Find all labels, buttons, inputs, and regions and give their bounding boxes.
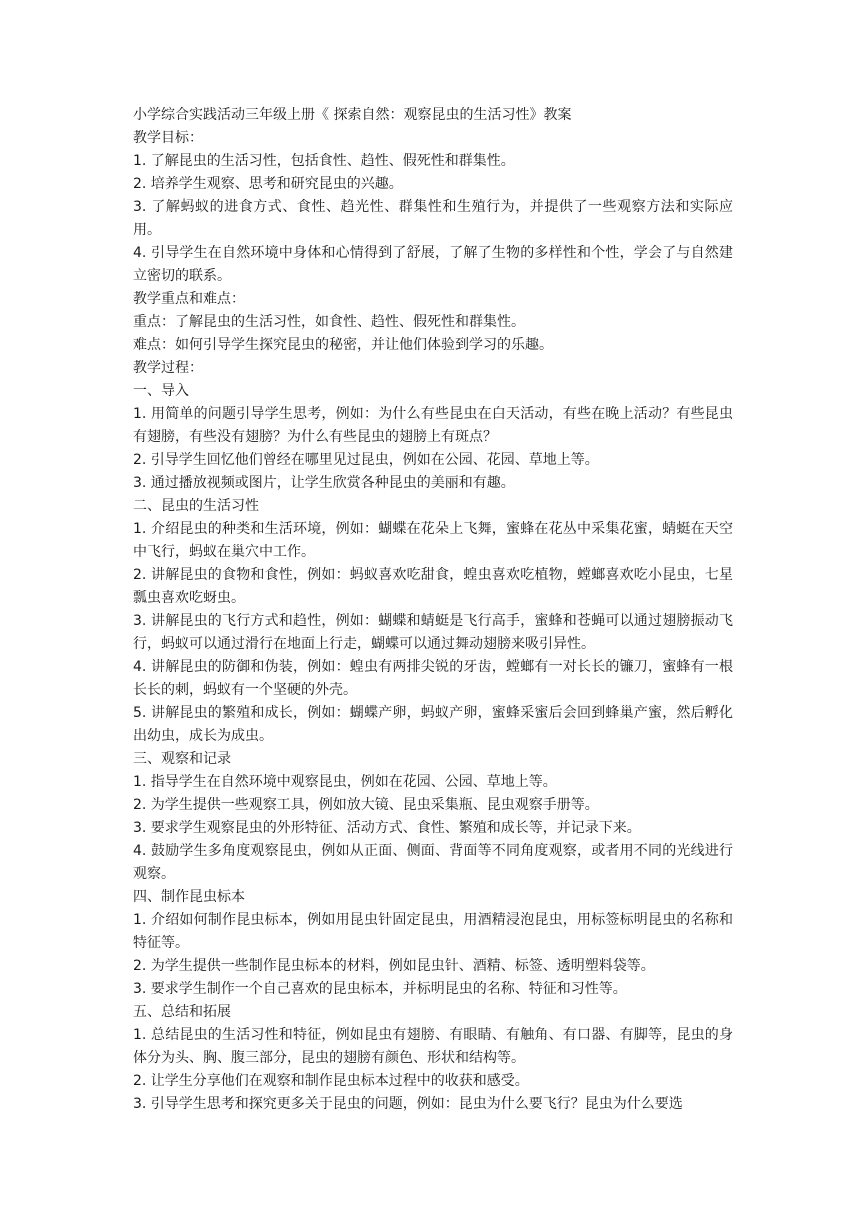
observation-item: 4. 鼓励学生多角度观察昆虫，例如从正面、侧面、背面等不同角度观察，或者用不同的光线进行观察。 [133,843,733,882]
intro-item: 3. 通过播放视频或图片，让学生欣赏各种昆虫的美丽和有趣。 [133,475,515,491]
habits-item: 1. 介绍昆虫的种类和生活环境，例如：蝴蝶在花朵上飞舞，蜜蜂在花丛中采集花蜜，蜻蜓在天空中飞行，蚂蚁在巢穴中工作。 [133,521,733,560]
objective-item: 2. 培养学生观察、思考和研究昆虫的兴趣。 [133,176,403,192]
habits-item: 5. 讲解昆虫的繁殖和成长，例如：蝴蝶产卵，蚂蚁产卵，蜜蜂采蜜后会回到蜂巢产蜜，然后孵化出幼虫，成长为成虫。 [133,705,733,744]
subsection-heading-specimen: 四、制作昆虫标本 [133,889,245,905]
intro-item: 2. 引导学生回忆他们曾经在哪里见过昆虫，例如在公园、花园、草地上等。 [133,452,599,468]
subsection-heading-summary: 五、总结和拓展 [133,1004,231,1020]
section-heading-process: 教学过程： [133,360,203,376]
difficulty-text: 难点：如何引导学生探究昆虫的秘密，并让他们体验到学习的乐趣。 [133,337,553,353]
specimen-item: 3. 要求学生制作一个自己喜欢的昆虫标本，并标明昆虫的名称、特征和习性等。 [133,981,627,997]
specimen-item: 2. 为学生提供一些制作昆虫标本的材料，例如昆虫针、酒精、标签、透明塑料袋等。 [133,958,655,974]
observation-item: 1. 指导学生在自然环境中观察昆虫，例如在花园、公园、草地上等。 [133,774,557,790]
habits-item: 3. 讲解昆虫的飞行方式和趋性，例如：蝴蝶和蜻蜓是飞行高手，蜜蜂和苍蝇可以通过翅膀振动飞行，蚂蚁可以通过滑行在地面上行走，蝴蝶可以通过舞动翅膀来吸引异性。 [133,613,733,652]
objective-item: 4. 引导学生在自然环境中身体和心情得到了舒展，了解了生物的多样性和个性，学会了与自然建立密切的联系。 [133,245,733,284]
key-point-text: 重点：了解昆虫的生活习性，如食性、趋性、假死性和群集性。 [133,314,525,330]
objective-item: 3. 了解蚂蚁的进食方式、食性、趋光性、群集性和生殖行为，并提供了一些观察方法和实际应用。 [133,199,733,238]
subsection-heading-habits: 二、昆虫的生活习性 [133,498,259,514]
objective-item: 1. 了解昆虫的生活习性，包括食性、趋性、假死性和群集性。 [133,153,515,169]
summary-item: 3. 引导学生思考和探究更多关于昆虫的问题，例如：昆虫为什么要飞行？昆虫为什么要选 [133,1096,683,1112]
section-heading-objectives: 教学目标： [133,130,203,146]
habits-item: 4. 讲解昆虫的防御和伪装，例如：蝗虫有两排尖锐的牙齿，螳螂有一对长长的镰刀，蜜蜂有一根长长的刺，蚂蚁有一个坚硬的外壳。 [133,659,733,698]
document-title: 小学综合实践活动三年级上册《 探索自然：观察昆虫的生活习性》教案 [133,107,572,123]
observation-item: 3. 要求学生观察昆虫的外形特征、活动方式、食性、繁殖和成长等，并记录下来。 [133,820,641,836]
summary-item: 1. 总结昆虫的生活习性和特征，例如昆虫有翅膀、有眼睛、有触角、有口器、有脚等，昆虫的身体分为头、胸、腹三部分，昆虫的翅膀有颜色、形状和结构等。 [133,1027,733,1066]
summary-item: 2. 让学生分享他们在观察和制作昆虫标本过程中的收获和感受。 [133,1073,529,1089]
intro-item: 1. 用简单的问题引导学生思考，例如：为什么有些昆虫在白天活动，有些在晚上活动？有些昆虫有翅膀，有些没有翅膀？为什么有些昆虫的翅膀上有斑点？ [133,406,733,445]
habits-item: 2. 讲解昆虫的食物和食性，例如：蚂蚁喜欢吃甜食，蝗虫喜欢吃植物，螳螂喜欢吃小昆虫，七星瓢虫喜欢吃蚜虫。 [133,567,733,606]
subsection-heading-intro: 一、导入 [133,383,189,399]
observation-item: 2. 为学生提供一些观察工具，例如放大镜、昆虫采集瓶、昆虫观察手册等。 [133,797,599,813]
document-body [133,104,733,1116]
section-heading-key-points: 教学重点和难点： [133,291,245,307]
subsection-heading-observation: 三、观察和记录 [133,751,231,767]
specimen-item: 1. 介绍如何制作昆虫标本，例如用昆虫针固定昆虫，用酒精浸泡昆虫，用标签标明昆虫的名称和特征等。 [133,912,733,951]
